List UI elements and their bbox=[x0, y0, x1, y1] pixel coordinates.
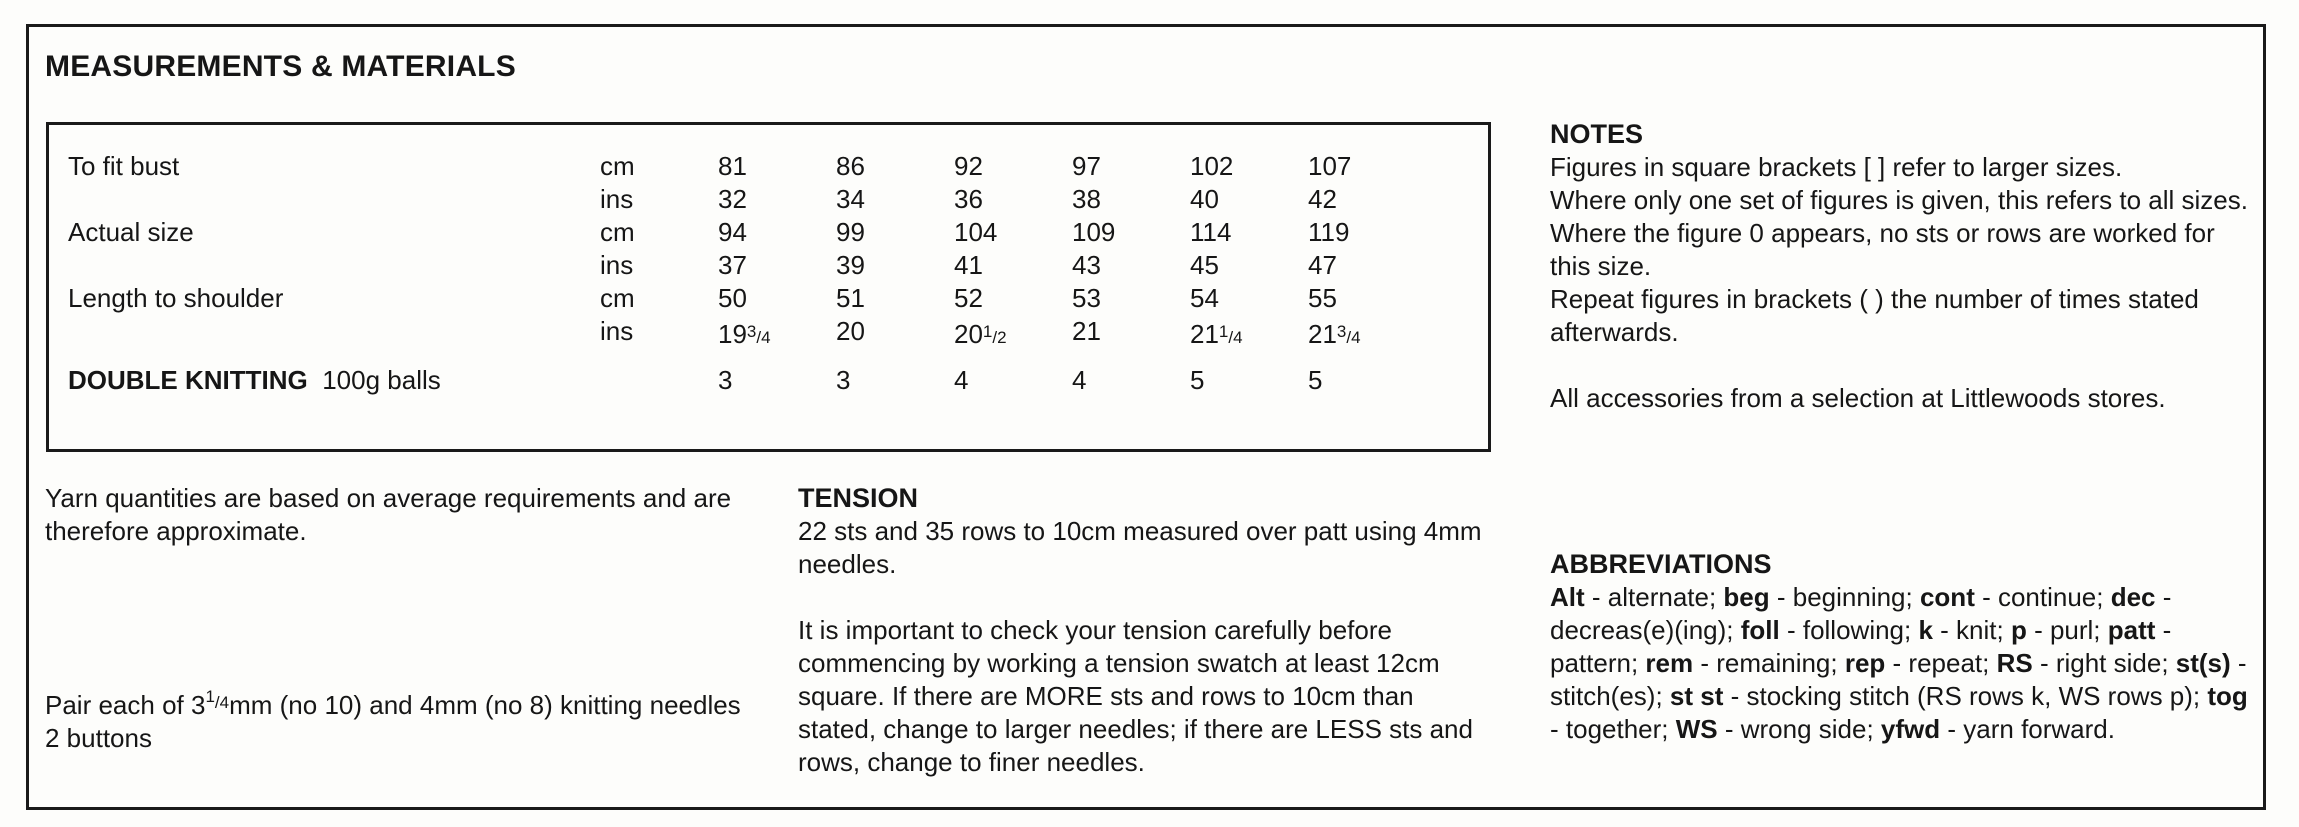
table-cell: 43 bbox=[1072, 250, 1101, 280]
abbr-meaning: - pattern; bbox=[1550, 615, 2172, 678]
table-cell: 34 bbox=[836, 184, 865, 214]
notes-line-2: Where only one set of figures is given, this refers to all sizes. bbox=[1550, 185, 2248, 215]
abbr-meaning: - alternate; bbox=[1584, 582, 1724, 612]
abbr-term: cont bbox=[1919, 582, 1975, 612]
abbr-meaning: - stocking stitch (RS rows k, WS rows p); bbox=[1723, 681, 2208, 711]
materials-block bbox=[45, 680, 745, 755]
buttons-line: 2 buttons bbox=[45, 723, 152, 753]
page-title: MEASUREMENTS & MATERIALS bbox=[45, 50, 516, 83]
abbr-meaning: - purl; bbox=[2026, 615, 2108, 645]
needles-fraction: 1/4 bbox=[205, 687, 230, 712]
table-cell: 55 bbox=[1308, 283, 1337, 313]
table-cell: 39 bbox=[836, 250, 865, 280]
accessories-line: All accessories from a selection at Littlewoods stores. bbox=[1550, 383, 2166, 413]
table-cell: 51 bbox=[836, 283, 865, 313]
table-cell: 20 bbox=[836, 316, 865, 346]
abbr-meaning: - together; bbox=[1550, 714, 1676, 744]
table-cell: 52 bbox=[954, 283, 983, 313]
table-cell: 53 bbox=[1072, 283, 1101, 313]
table-cell: 104 bbox=[954, 217, 998, 247]
abbr-meaning: - continue; bbox=[1974, 582, 2111, 612]
table-cell: 92 bbox=[954, 151, 983, 181]
table-cell: $21^1/4$ bbox=[1190, 319, 1243, 349]
table-cell: 102 bbox=[1190, 151, 1234, 181]
abbr-meaning: - beginning; bbox=[1769, 582, 1920, 612]
abbreviations-heading: ABBREVIATIONS bbox=[1550, 549, 1772, 579]
yarn-value: 4 bbox=[1072, 365, 1087, 395]
table-cell: 36 bbox=[954, 184, 983, 214]
abbr-meaning: - remaining; bbox=[1693, 648, 1845, 678]
row-label: Actual size bbox=[68, 217, 194, 247]
abbr-meaning: - right side; bbox=[2032, 648, 2176, 678]
yarn-type: DOUBLE KNITTING bbox=[68, 365, 308, 395]
table-cell: 38 bbox=[1072, 184, 1101, 214]
tension-block bbox=[798, 482, 1498, 779]
abbreviations-block bbox=[1550, 548, 2250, 746]
abbr-term: rep bbox=[1844, 648, 1886, 678]
table-cell: 47 bbox=[1308, 250, 1337, 280]
yarn-value: 3 bbox=[836, 365, 851, 395]
abbr-term: patt bbox=[2107, 615, 2156, 645]
abbr-term: k bbox=[1918, 615, 1933, 645]
table-cell: 107 bbox=[1308, 151, 1352, 181]
abbr-term: WS bbox=[1675, 714, 1718, 744]
table-cell: 54 bbox=[1190, 283, 1219, 313]
abbreviations-list bbox=[1550, 581, 2250, 746]
abbr-term: st(s) bbox=[2175, 648, 2231, 678]
unit-label: ins bbox=[600, 184, 634, 214]
table-cell: 119 bbox=[1308, 217, 1350, 247]
abbr-term: tog bbox=[2207, 681, 2248, 711]
row-label: Length to shoulder bbox=[68, 283, 284, 313]
abbr-meaning: - decreas(e)(ing); bbox=[1550, 582, 2172, 645]
yarn-value: 5 bbox=[1190, 365, 1205, 395]
yarn-unit: 100g balls bbox=[307, 365, 441, 395]
needles-line: Pair each of $3^{1/4}mm$ (no 10) and 4mm (no 8) knitting needles bbox=[45, 687, 741, 720]
abbr-meaning: - repeat; bbox=[1885, 648, 1997, 678]
table-cell: 99 bbox=[836, 217, 865, 247]
yarn-note: Yarn quantities are based on average requirements and are therefore approximate. bbox=[45, 483, 732, 546]
table-cell: 97 bbox=[1072, 151, 1101, 181]
abbr-term: yfwd bbox=[1880, 714, 1941, 744]
table-cell: 114 bbox=[1190, 217, 1232, 247]
unit-label: ins bbox=[600, 316, 634, 346]
tension-heading: TENSION bbox=[798, 483, 919, 513]
table-cell: 32 bbox=[718, 184, 747, 214]
table-cell: $20^1/2$ bbox=[954, 319, 1007, 349]
table-cell: 86 bbox=[836, 151, 865, 181]
table-cell: 41 bbox=[954, 250, 983, 280]
unit-label: ins bbox=[600, 250, 634, 280]
abbr-meaning: - yarn forward. bbox=[1940, 714, 2115, 744]
abbr-term: foll bbox=[1740, 615, 1780, 645]
abbr-term: dec bbox=[2110, 582, 2156, 612]
abbr-term: st st bbox=[1669, 681, 1724, 711]
table-cell: 21 bbox=[1072, 316, 1101, 346]
table-cell: 42 bbox=[1308, 184, 1337, 214]
unit-label: cm bbox=[600, 151, 635, 181]
table-cell: 94 bbox=[718, 217, 747, 247]
abbr-term: rem bbox=[1645, 648, 1694, 678]
notes-block bbox=[1550, 118, 2250, 415]
yarn-value: 5 bbox=[1308, 365, 1323, 395]
abbr-term: Alt bbox=[1550, 582, 1585, 612]
table-cell: $19^3/4$ bbox=[718, 319, 771, 349]
abbr-meaning: - wrong side; bbox=[1717, 714, 1881, 744]
notes-heading: NOTES bbox=[1550, 119, 1644, 149]
table-cell: 40 bbox=[1190, 184, 1219, 214]
notes-line-3: Where the figure 0 appears, no sts or rows are worked for this size. bbox=[1550, 218, 2215, 281]
abbr-meaning: - knit; bbox=[1932, 615, 2011, 645]
tension-para-1: 22 sts and 35 rows to 10cm measured over patt using 4mm needles. bbox=[798, 516, 1482, 579]
yarn-value: 4 bbox=[954, 365, 969, 395]
table-cell: 37 bbox=[718, 250, 747, 280]
yarn-value: 3 bbox=[718, 365, 733, 395]
abbr-meaning: - following; bbox=[1779, 615, 1919, 645]
table-cell: 45 bbox=[1190, 250, 1219, 280]
table-cell: 50 bbox=[718, 283, 747, 313]
notes-line-4: Repeat figures in brackets ( ) the number of times stated afterwards. bbox=[1550, 284, 2199, 347]
yarn-label bbox=[68, 364, 441, 397]
row-label: To fit bust bbox=[68, 151, 180, 181]
table-cell: 109 bbox=[1072, 217, 1116, 247]
abbr-term: beg bbox=[1723, 582, 1770, 612]
abbr-meaning: - stitch(es); bbox=[1550, 648, 2247, 711]
unit-label: cm bbox=[600, 283, 635, 313]
abbr-term: RS bbox=[1996, 648, 2033, 678]
notes-line-1: Figures in square brackets [ ] refer to larger sizes. bbox=[1550, 152, 2123, 182]
table-cell: 81 bbox=[718, 151, 747, 181]
table-cell: $21^3/4$ bbox=[1308, 319, 1361, 349]
unit-label: cm bbox=[600, 217, 635, 247]
abbr-term: p bbox=[2010, 615, 2027, 645]
tension-para-2: It is important to check your tension carefully before commencing by working a tension swatch at least 12cm square. If there are MORE sts and rows to 10cm than stated, change to larger needles; if there are LESS sts and rows, change to finer needles. bbox=[798, 615, 1473, 777]
